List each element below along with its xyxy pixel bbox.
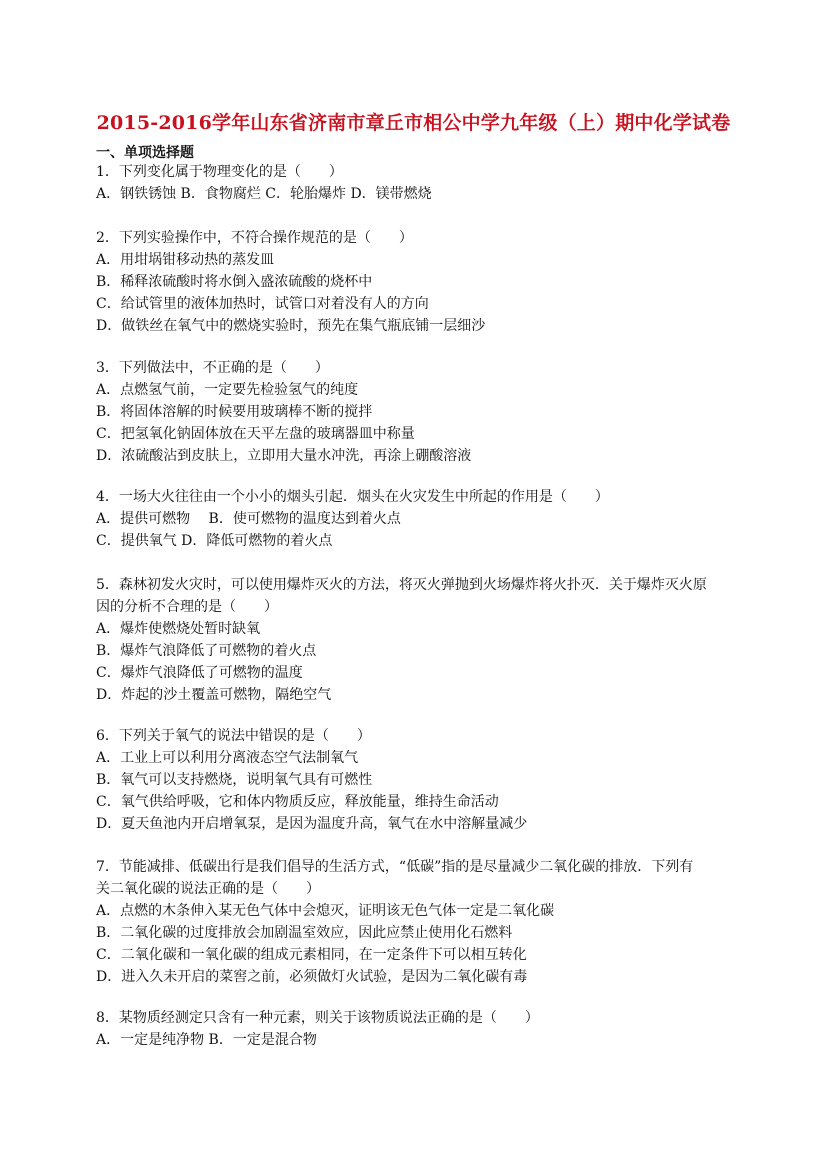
question-6-option-b: B．氧气可以支持燃烧，说明氧气具有可燃性 [96, 772, 373, 788]
question-3-option-c: C．把氢氧化钠固体放在天平左盘的玻璃器皿中称量 [96, 426, 415, 442]
question-7-stem-2: 关二氧化碳的说法正确的是（ ） [96, 881, 320, 897]
question-3-option-b: B．将固体溶解的时候要用玻璃棒不断的搅拌 [96, 404, 373, 420]
question-8-stem: 8．某物质经测定只含有一种元素，则关于该物质说法正确的是（ ） [96, 1010, 539, 1026]
question-2-stem: 2．下列实验操作中，不符合操作规范的是（ ） [96, 230, 413, 246]
question-3 [96, 357, 736, 467]
question-5 [96, 574, 736, 706]
exam-title: 2015-2016学年山东省济南市章丘市相公中学九年级（上）期中化学试卷 [96, 112, 731, 134]
question-8 [96, 1007, 736, 1051]
question-1 [96, 161, 736, 205]
question-4-options-ab: A．提供可燃物 B．使可燃物的温度达到着火点 [96, 511, 401, 527]
question-2-option-d: D．做铁丝在氧气中的燃烧实验时，预先在集气瓶底铺一层细沙 [96, 318, 486, 334]
question-2-option-c: C．给试管里的液体加热时，试管口对着没有人的方向 [96, 296, 429, 312]
question-2-option-b: B．稀释浓硫酸时将水倒入盛浓硫酸的烧杯中 [96, 274, 373, 290]
question-1-stem: 1．下列变化属于物理变化的是（ ） [96, 164, 343, 180]
question-7-option-d: D．进入久未开启的菜窖之前，必须做灯火试验，是因为二氧化碳有毒 [96, 969, 528, 985]
question-5-option-a: A．爆炸使燃烧处暂时缺氧 [96, 621, 261, 637]
question-4-stem: 4．一场大火往往由一个小小的烟头引起．烟头在火灾发生中所起的作用是（ ） [96, 489, 609, 505]
section-heading: 一、单项选择题 [96, 145, 194, 161]
question-2-option-a: A．用坩埚钳移动热的蒸发皿 [96, 252, 275, 268]
question-3-stem: 3．下列做法中，不正确的是（ ） [96, 360, 329, 376]
question-6-option-c: C．氧气供给呼吸，它和体内物质反应，释放能量，维持生命活动 [96, 794, 499, 810]
question-8-options-ab: A．一定是纯净物 B．一定是混合物 [96, 1032, 317, 1048]
question-6-stem: 6．下列关于氧气的说法中错误的是（ ） [96, 728, 371, 744]
question-5-option-b: B．爆炸气浪降低了可燃物的着火点 [96, 643, 317, 659]
question-6-option-d: D．夏天鱼池内开启增氧泵，是因为温度升高，氧气在水中溶解量减少 [96, 816, 528, 832]
question-7-option-c: C．二氧化碳和一氧化碳的组成元素相同，在一定条件下可以相互转化 [96, 947, 527, 963]
question-5-option-d: D．炸起的沙土覆盖可燃物，隔绝空气 [96, 687, 332, 703]
question-7-option-b: B．二氧化碳的过度排放会加剧温室效应，因此应禁止使用化石燃料 [96, 925, 513, 941]
question-5-option-c: C．爆炸气浪降低了可燃物的温度 [96, 665, 303, 681]
question-7-option-a: A．点燃的木条伸入某无色气体中会熄灭，证明该无色气体一定是二氧化碳 [96, 903, 555, 919]
question-4-options-cd: C．提供氧气 D．降低可燃物的着火点 [96, 533, 333, 549]
question-2 [96, 227, 736, 337]
question-6 [96, 725, 736, 835]
question-5-stem-2: 因的分析不合理的是（ ） [96, 599, 278, 615]
question-1-options: A．钢铁锈蚀 B．食物腐烂 C．轮胎爆炸 D．镁带燃烧 [96, 186, 432, 202]
question-3-option-d: D．浓硫酸沾到皮肤上，立即用大量水冲洗，再涂上硼酸溶液 [96, 448, 472, 464]
question-5-stem-1: 5．森林初发火灾时，可以使用爆炸灭火的方法，将灭火弹抛到火场爆炸将火扑灭．关于爆炸灭火原 [96, 577, 707, 593]
question-7 [96, 856, 736, 988]
question-4 [96, 486, 736, 552]
question-7-stem-1: 7．节能减排、低碳出行是我们倡导的生活方式，“低碳”指的是尽量减少二氧化碳的排放．下列有 [96, 859, 694, 875]
question-3-option-a: A．点燃氢气前，一定要先检验氢气的纯度 [96, 382, 359, 398]
question-6-option-a: A．工业上可以利用分离液态空气法制氧气 [96, 750, 359, 766]
